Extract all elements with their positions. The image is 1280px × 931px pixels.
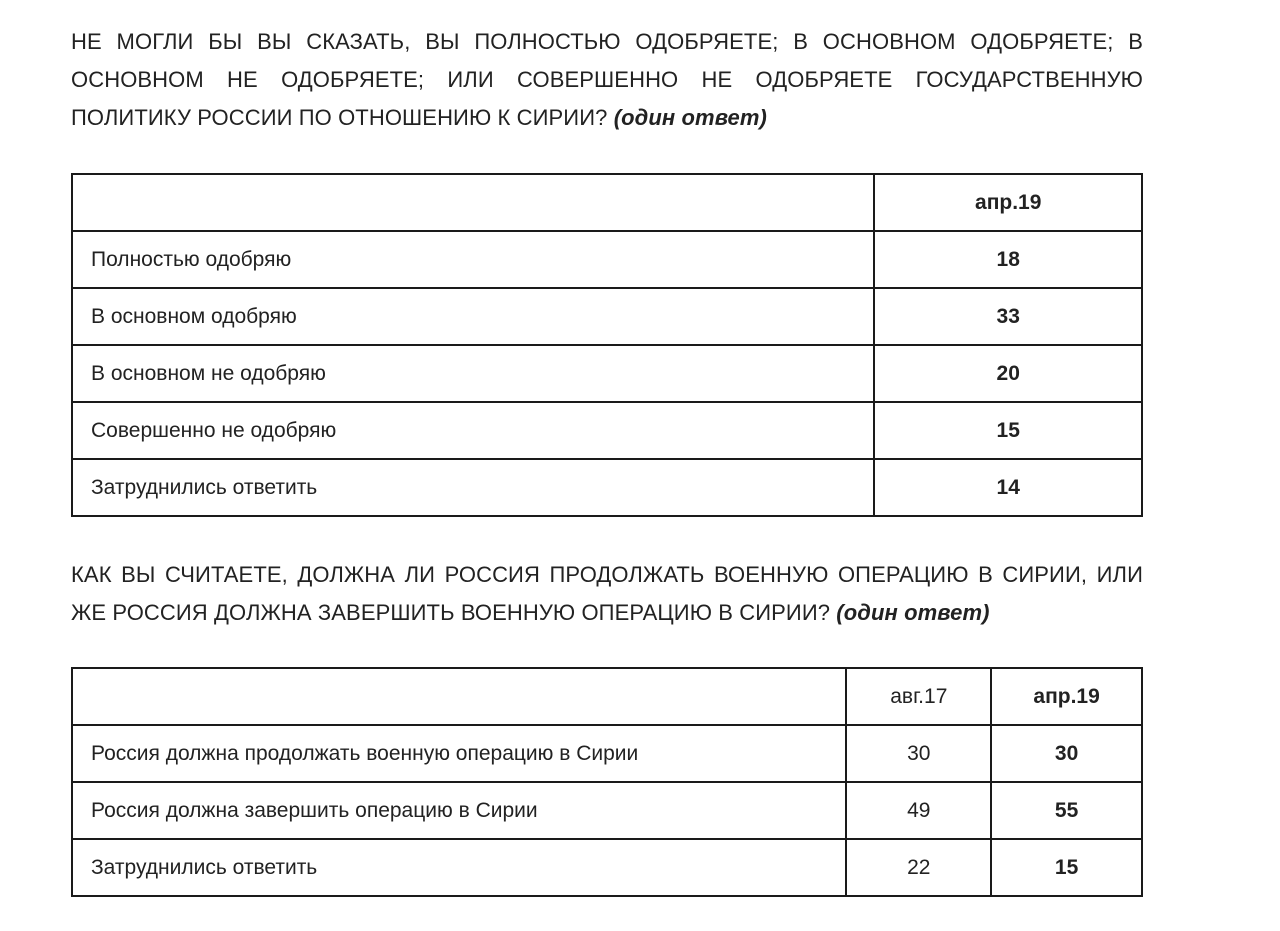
table-row — [72, 782, 1142, 839]
row-value: 14 — [874, 459, 1142, 516]
row-label: Совершенно не одобряю — [72, 402, 874, 459]
row-label: Полностью одобряю — [72, 231, 874, 288]
table-row — [72, 839, 1142, 896]
row-value-aug17: 30 — [846, 725, 991, 782]
row-label: В основном не одобряю — [72, 345, 874, 402]
row-label: Россия должна завершить операцию в Сирии — [72, 782, 846, 839]
row-value: 20 — [874, 345, 1142, 402]
header-label-cell — [72, 668, 846, 725]
row-label: Россия должна продолжать военную операцию в Сирии — [72, 725, 846, 782]
table-row — [72, 288, 1142, 345]
question-2 — [71, 556, 1143, 632]
row-value: 18 — [874, 231, 1142, 288]
header-label-cell — [72, 174, 874, 231]
row-label: Затруднились ответить — [72, 459, 874, 516]
row-label: В основном одобряю — [72, 288, 874, 345]
row-value-apr19: 55 — [991, 782, 1142, 839]
table-row — [72, 725, 1142, 782]
header-apr19: апр.19 — [874, 174, 1142, 231]
results-table-1 — [71, 173, 1143, 517]
question-1-note: (один ответ) — [613, 105, 767, 130]
results-table-2 — [71, 667, 1143, 897]
row-value: 33 — [874, 288, 1142, 345]
table-row — [72, 231, 1142, 288]
row-value-apr19: 30 — [991, 725, 1142, 782]
table-row — [72, 345, 1142, 402]
table-row — [72, 459, 1142, 516]
question-1 — [71, 23, 1143, 137]
row-label: Затруднились ответить — [72, 839, 846, 896]
question-2-text: КАК ВЫ СЧИТАЕТЕ, ДОЛЖНА ЛИ РОССИЯ ПРОДОЛЖАТЬ ВОЕННУЮ ОПЕРАЦИЮ В СИРИИ, ИЛИ ЖЕ РОССИЯ ДОЛЖНА ЗАВЕРШИТЬ ВОЕННУЮ ОПЕРАЦИЮ В СИРИИ? — [71, 562, 1143, 625]
table-row — [72, 402, 1142, 459]
row-value-aug17: 49 — [846, 782, 991, 839]
table-header-row — [72, 174, 1142, 231]
header-apr19: апр.19 — [991, 668, 1142, 725]
row-value-apr19: 15 — [991, 839, 1142, 896]
question-1-text: НЕ МОГЛИ БЫ ВЫ СКАЗАТЬ, ВЫ ПОЛНОСТЬЮ ОДОБРЯЕТЕ; В ОСНОВНОМ ОДОБРЯЕТЕ; В ОСНОВНОМ НЕ ОДОБРЯЕТЕ; ИЛИ СОВЕРШЕННО НЕ ОДОБРЯЕТЕ ГОСУДАРСТВЕННУЮ ПОЛИТИКУ РОССИИ ПО ОТНОШЕНИЮ К СИРИИ? — [71, 29, 1143, 130]
header-aug17: авг.17 — [846, 668, 991, 725]
question-2-note: (один ответ) — [836, 600, 990, 625]
row-value: 15 — [874, 402, 1142, 459]
table-header-row — [72, 668, 1142, 725]
row-value-aug17: 22 — [846, 839, 991, 896]
